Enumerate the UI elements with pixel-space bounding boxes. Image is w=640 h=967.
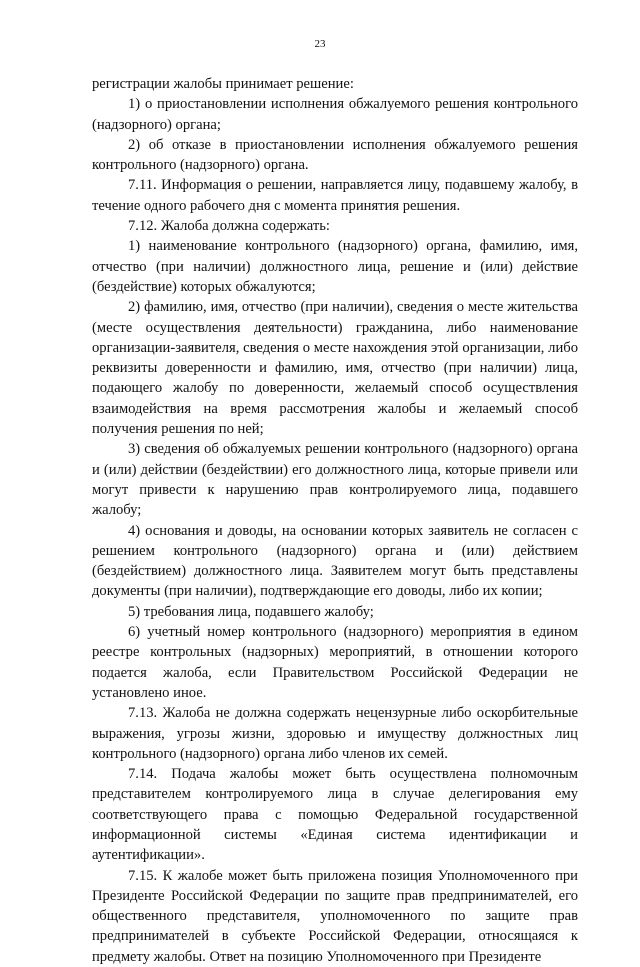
paragraph-7-12-item-3: 3) сведения об обжалуемых решении контрольного (надзорного) органа и (или) действии (бездействии) его должностного лица, которые привели или могут привести к нарушению прав контролируемого лица, подавшего жалобу; [92,441,578,519]
paragraph-7-12: 7.12. Жалоба должна содержать: [128,218,330,235]
paragraph-7-11: 7.11. Информация о решении, направляется лицу, подавшему жалобу, в течение одного рабочего дня с момента принятия решения. [92,177,578,214]
paragraph-7-12-item-1: 1) наименование контрольного (надзорного) органа, фамилию, имя, отчество (при наличии) должностного лица, решение и (или) действие (бездействие) которых обжалуются; [92,238,578,295]
paragraph-item-2-refuse: 2) об отказе в приостановлении исполнения обжалуемого решения контрольного (надзорного) органа. [92,136,578,174]
paragraph-item-1-suspend: 1) о приостановлении исполнения обжалуемого решения контрольного (надзорного) органа; [92,96,578,133]
paragraph-7-12-item-6: 6) учетный номер контрольного (надзорного) мероприятия в едином реестре контрольных (надзорных) мероприятий, в отношении которого подается жалоба, если Правительством Российской Федерации не установлено иное. [92,624,578,701]
document-body [92,74,578,967]
paragraph-7-12-item-2: 2) фамилию, имя, отчество (при наличии), сведения о месте жительства (месте осуществления деятельности) гражданина, либо наименование организации-заявителя, сведения о месте нахождения этой организации, либо реквизиты доверенности и фамилию, имя, отчество (при наличии) лица, подающего жалобу по доверенности, желаемый способ осуществления взаимодействия на время рассмотрения жалобы и желаемый способ получения решения по ней; [92,299,578,438]
paragraph-continuation: регистрации жалобы принимает решение: [92,76,354,92]
paragraph-7-12-item-4: 4) основания и доводы, на основании которых заявитель не согласен с решением контрольного (надзорного) органа и (или) действием (бездействием) должностного лица. Заявителем могут быть представлены документы (при наличии), подтверждающие его доводы, либо их копии; [92,522,578,600]
page-number: 23 [314,38,326,50]
paragraph-7-13: 7.13. Жалоба не должна содержать нецензурные либо оскорбительные выражения, угрозы жизни, здоровью и имуществу должностных лиц контрольного (надзорного) органа либо членов их семей. [92,705,578,762]
paragraph-7-14: 7.14. Подача жалобы может быть осуществлена полномочным представителем контролируемого лица в случае делегирования ему соответствующего права с помощью Федеральной государственной информационной системы «Единая система идентификации и аутентификации». [92,766,578,864]
paragraph-7-12-item-5: 5) требования лица, подавшего жалобу; [128,603,374,620]
paragraph-7-15: 7.15. К жалобе может быть приложена позиция Уполномоченного при Президенте Российской Федерации по защите прав предпринимателей, его общественного представителя, уполномоченного по защите прав предпринимателей в субъекте Российской Федерации, относящаяся к предмету жалобы. Ответ на позицию Уполномоченного при Президенте [92,867,578,965]
